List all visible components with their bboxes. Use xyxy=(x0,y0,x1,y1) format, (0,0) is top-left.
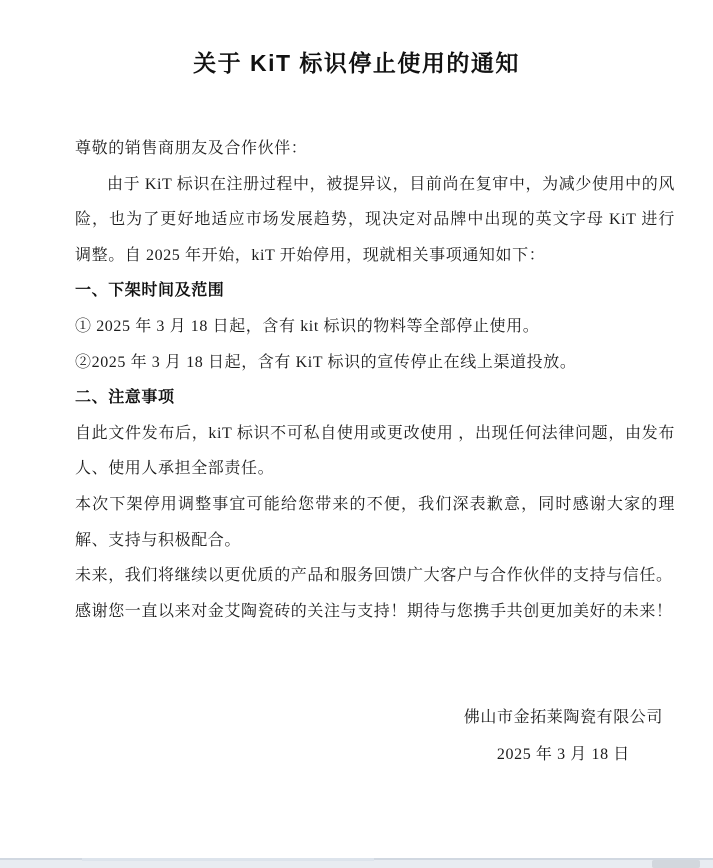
section2-heading: 二、注意事项 xyxy=(75,389,175,407)
salutation: 尊敬的销售商朋友及合作伙伴： xyxy=(75,140,308,157)
company-name: 佛山市金拓莱陶瓷有限公司 xyxy=(463,709,663,727)
page-title: 关于 KiT 标识停止使用的通知 xyxy=(193,50,520,76)
scrollbar-track-tint xyxy=(82,858,374,861)
signature-block xyxy=(464,699,663,773)
document-body xyxy=(75,131,675,629)
section2-paragraph-2: 本次下架停用调整事宜可能给您带来的不便，我们深表歉意，同时感谢大家的理解、支持与积极配合。 xyxy=(75,495,675,549)
section1-item-2: ②2025 年 3 月 18 日起，含有 KiT 标识的宣传停止在线上渠道投放。 xyxy=(75,353,577,371)
intro-paragraph: 由于 KiT 标识在注册过程中，被提异议，目前尚在复审中，为减少使用中的风险，也为了更好地适应市场发展趋势，现决定对品牌中出现的英文字母 KiT 进行调整。自 2025 年开始，kiT 开始停用，现就相关事项通知如下： xyxy=(75,175,675,264)
signature-date: 2025 年 3 月 18 日 xyxy=(496,746,630,764)
scrollbar-thumb[interactable] xyxy=(652,860,700,868)
section2-paragraph-3: 未来，我们将继续以更优质的产品和服务回馈广大客户与合作伙伴的支持与信任。 xyxy=(75,567,673,585)
section2-paragraph-4: 感谢您一直以来对金艾陶瓷砖的关注与支持！期待与您携手共创更加美好的未来！ xyxy=(75,602,673,620)
horizontal-scrollbar[interactable] xyxy=(0,858,713,868)
section2-paragraph-1: 自此文件发布后，kiT 标识不可私自使用或更改使用 ，出现任何法律问题，由发布人、使用人承担全部责任。 xyxy=(75,424,675,478)
section1-item-1: ① 2025 年 3 月 18 日起，含有 kit 标识的物料等全部停止使用。 xyxy=(75,317,540,335)
section1-heading: 一、下架时间及范围 xyxy=(75,282,225,300)
